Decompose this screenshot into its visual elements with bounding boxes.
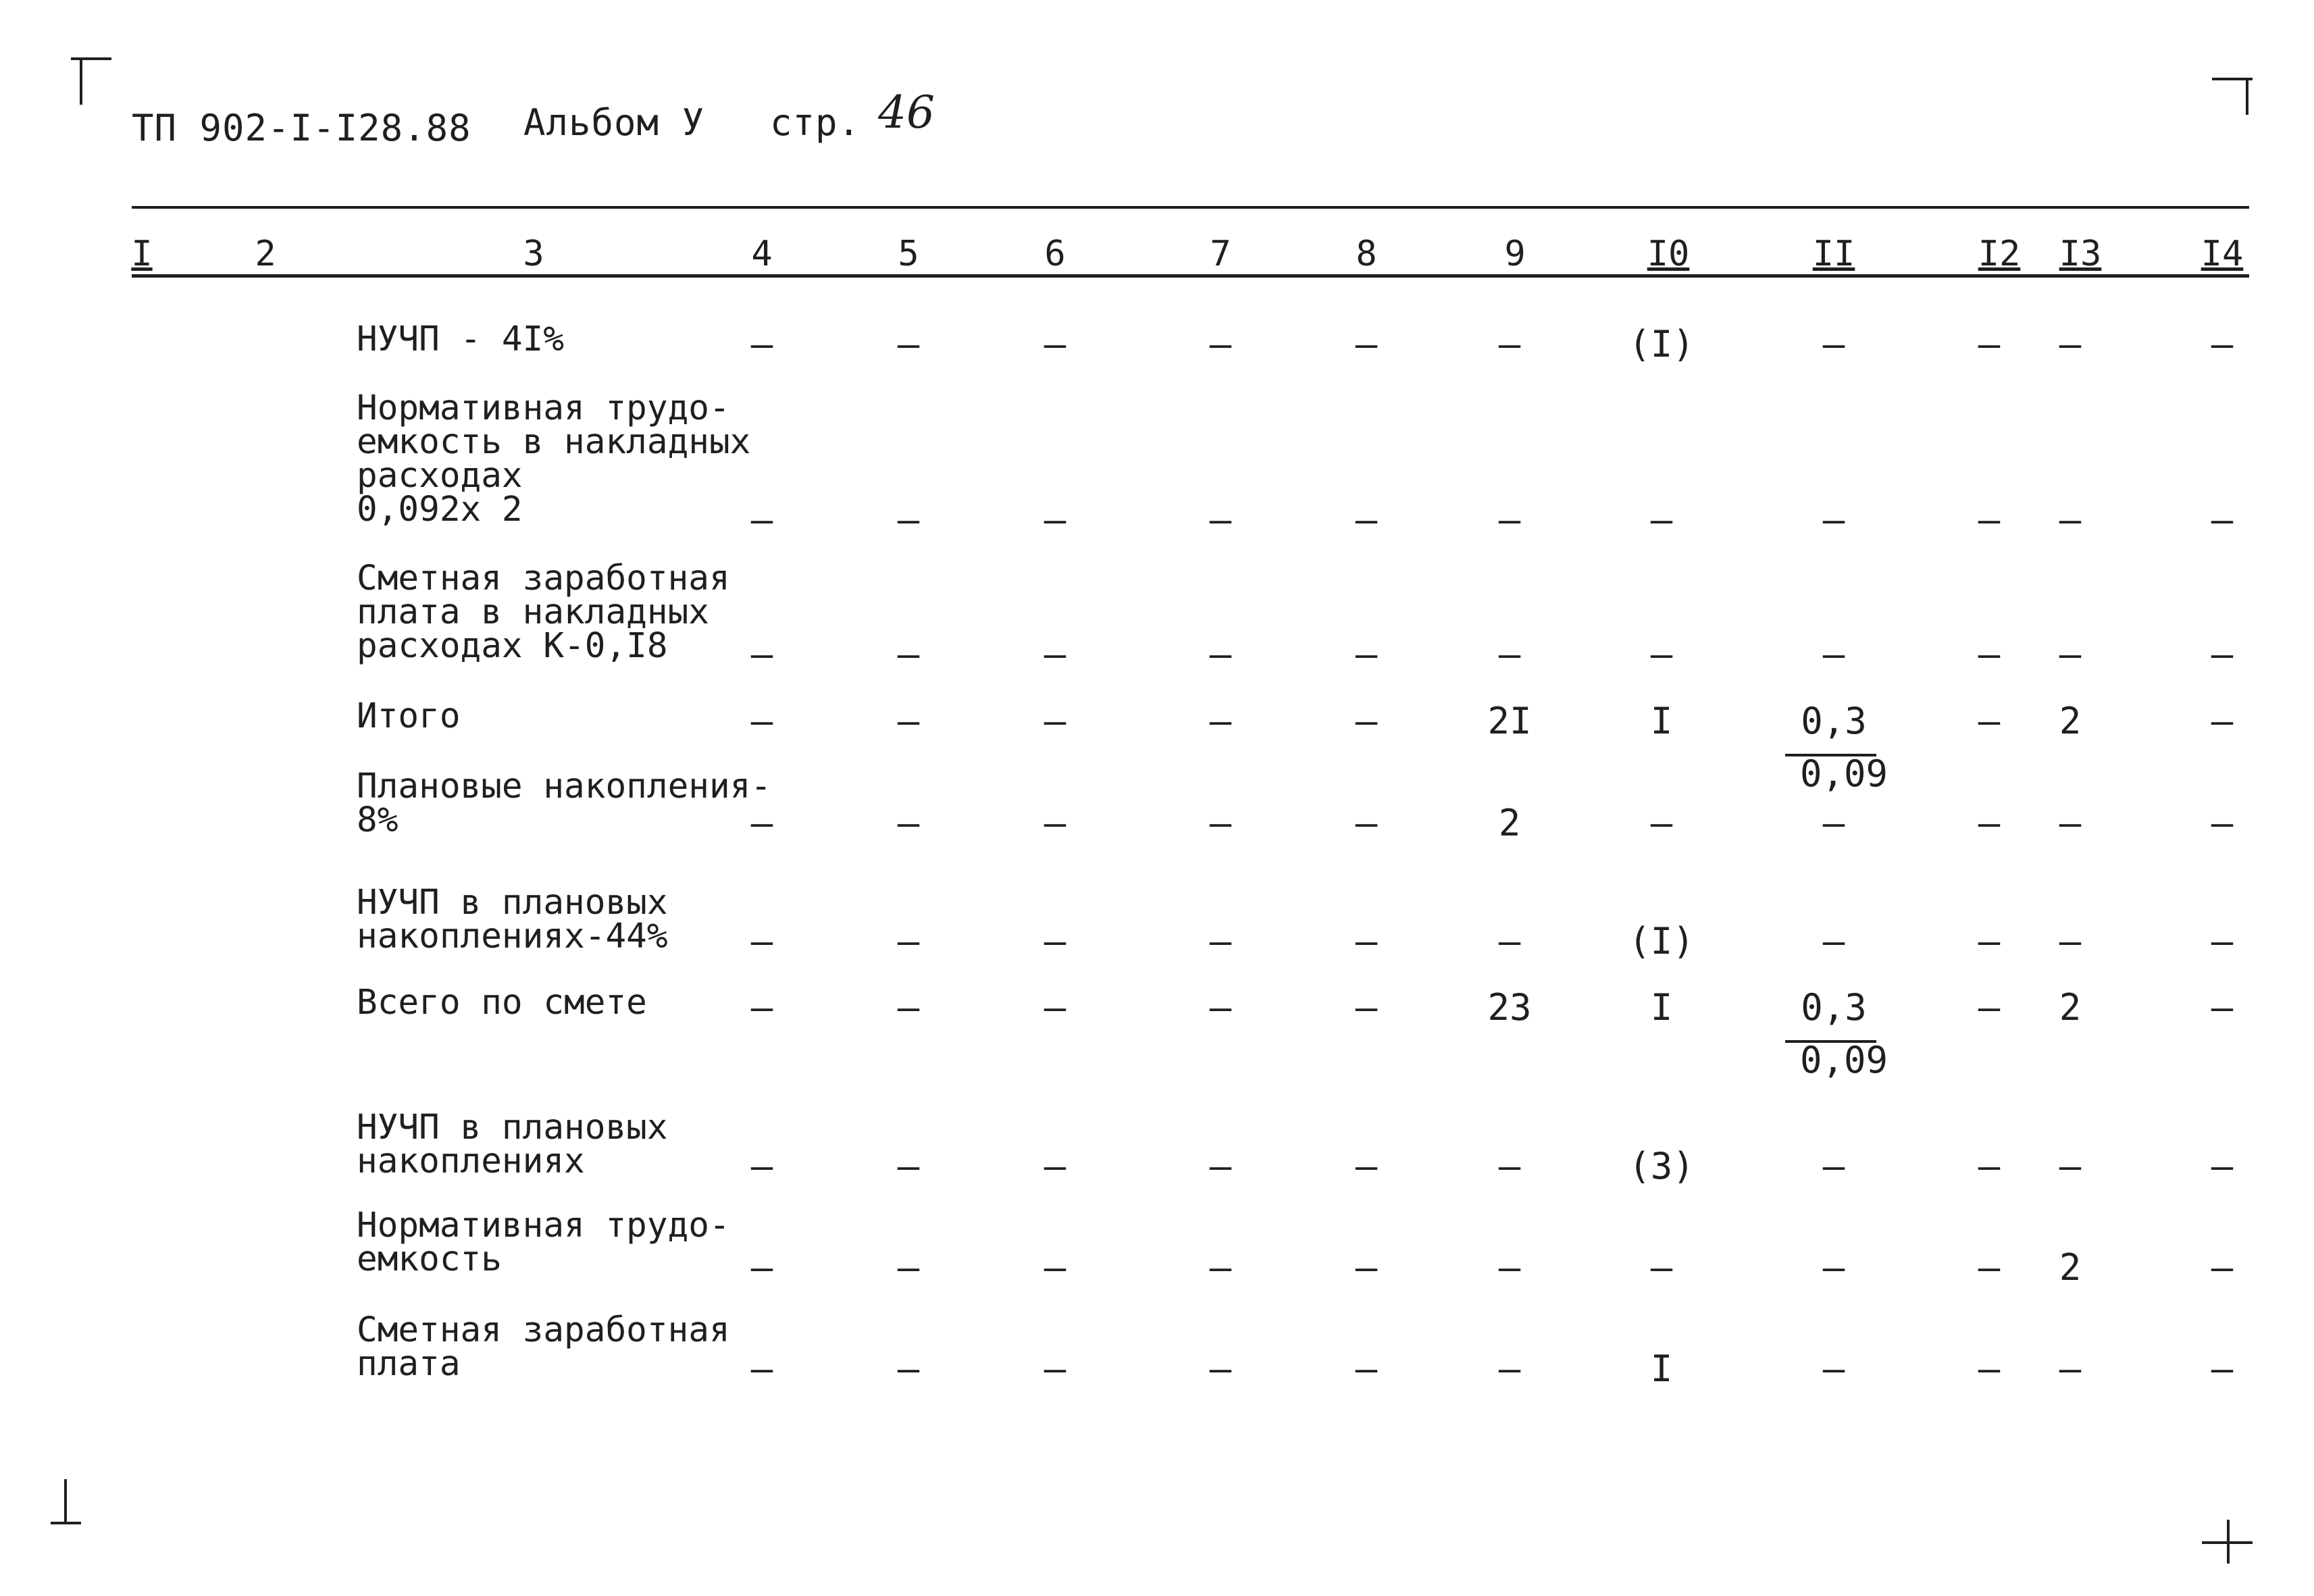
table-cell: – — [1650, 498, 1673, 541]
table-cell: – — [2059, 498, 2082, 541]
table-cell: – — [1978, 633, 2001, 675]
table-cell: – — [1822, 1145, 1845, 1187]
document-code: ТП 902-I-I28.88 — [132, 107, 471, 149]
table-cell: – — [1044, 802, 1066, 844]
table-cell: 2 — [2059, 700, 2082, 742]
table-cell: – — [750, 498, 773, 541]
table-cell: – — [1498, 1145, 1521, 1187]
header-bottom-rule — [132, 274, 2249, 278]
table-cell: – — [1209, 633, 1232, 675]
table-cell: 2 — [2059, 1246, 2082, 1289]
table-cell: I — [1650, 700, 1673, 742]
table-cell: – — [897, 323, 920, 365]
table-cell: – — [1355, 802, 1378, 844]
table-cell: – — [1355, 1246, 1378, 1289]
table-cell: – — [1822, 633, 1845, 675]
corner-mark-top-left-v — [80, 57, 82, 105]
table-cell: – — [2059, 323, 2082, 365]
corner-mark-bottom-left-h — [51, 1522, 81, 1524]
fraction-denominator: 0,09 — [1799, 1039, 1888, 1081]
table-cell: 2I — [1487, 700, 1532, 742]
table-cell: – — [750, 986, 773, 1029]
row-label: Плановые накопления- 8% — [357, 767, 772, 840]
table-cell: – — [2211, 1145, 2234, 1187]
table-cell: – — [1355, 1347, 1378, 1390]
table-cell: – — [2211, 700, 2234, 742]
table-cell: – — [1978, 1246, 2001, 1289]
table-cell: – — [2211, 920, 2234, 962]
table-cell: – — [897, 498, 920, 541]
corner-mark-bottom-right-v — [2227, 1520, 2230, 1564]
column-number: 9 — [1504, 234, 1526, 274]
table-cell: – — [1355, 1145, 1378, 1187]
row-label: Нормативная трудо- емкость — [357, 1206, 730, 1279]
table-cell: – — [2059, 920, 2082, 962]
column-number: I0 — [1647, 234, 1690, 274]
table-cell: – — [1498, 498, 1521, 541]
table-cell: – — [2059, 1347, 2082, 1390]
table-cell: – — [1209, 802, 1232, 844]
column-number: I2 — [1978, 234, 2021, 274]
table-cell: – — [1044, 920, 1066, 962]
column-number: 2 — [255, 234, 276, 274]
table-cell: I — [1650, 986, 1673, 1029]
row-label: Сметная заработная плата в накладных расходах К-0,I8 — [357, 559, 730, 666]
table-cell: – — [1355, 498, 1378, 541]
table-cell: – — [1650, 1246, 1673, 1289]
table-cell: – — [1355, 700, 1378, 742]
table-cell: – — [2211, 986, 2234, 1029]
row-label: НУЧП в плановых накоплениях-44% — [357, 883, 668, 956]
table-cell: – — [1822, 323, 1845, 365]
table-cell: (I) — [1628, 920, 1695, 962]
page-label: стр. — [770, 101, 861, 144]
row-label: Итого — [357, 696, 461, 736]
table-cell: – — [1978, 802, 2001, 844]
table-cell: – — [1822, 802, 1845, 844]
table-cell: – — [1355, 986, 1378, 1029]
table-cell: – — [1822, 920, 1845, 962]
table-cell: – — [897, 920, 920, 962]
table-cell: I — [1650, 1347, 1673, 1390]
table-cell: – — [1978, 1145, 2001, 1187]
table-cell: – — [1044, 1145, 1066, 1187]
row-label: НУЧП в плановых накоплениях — [357, 1108, 668, 1181]
row-label: Всего по смете — [357, 983, 647, 1023]
album-label: Альбом У — [523, 101, 705, 144]
table-cell: – — [750, 700, 773, 742]
fraction-denominator: 0,09 — [1799, 752, 1888, 795]
table-cell: – — [1355, 323, 1378, 365]
row-label: Сметная заработная плата — [357, 1310, 730, 1384]
table-cell: – — [750, 802, 773, 844]
table-cell: – — [1498, 1347, 1521, 1390]
table-cell: – — [2211, 1246, 2234, 1289]
table-cell: – — [1498, 323, 1521, 365]
table-cell: – — [2211, 498, 2234, 541]
table-cell: – — [1822, 1246, 1845, 1289]
table-cell: – — [1978, 986, 2001, 1029]
table-cell: – — [1650, 633, 1673, 675]
column-number: 7 — [1210, 234, 1231, 274]
table-cell: – — [897, 633, 920, 675]
table-cell: – — [897, 986, 920, 1029]
table-cell: – — [1978, 323, 2001, 365]
table-cell: 23 — [1487, 986, 1532, 1029]
table-cell: – — [1822, 1347, 1845, 1390]
row-label: НУЧП - 4I% — [357, 319, 565, 359]
table-cell: – — [1209, 700, 1232, 742]
table-cell: – — [897, 802, 920, 844]
table-cell: – — [1209, 323, 1232, 365]
corner-mark-top-right-v — [2246, 78, 2248, 115]
table-cell: – — [1978, 700, 2001, 742]
table-cell: – — [897, 1347, 920, 1390]
column-number: 5 — [898, 234, 919, 274]
table-cell: – — [2211, 323, 2234, 365]
table-cell: – — [1650, 802, 1673, 844]
table-cell: – — [1044, 1246, 1066, 1289]
table-cell: – — [1822, 498, 1845, 541]
table-cell: – — [1209, 920, 1232, 962]
table-cell: 0,3 — [1801, 700, 1867, 742]
row-label: Нормативная трудо- емкость в накладных расходах 0,092х 2 — [357, 388, 751, 530]
table-cell: – — [1978, 920, 2001, 962]
table-cell: – — [1355, 920, 1378, 962]
table-cell: – — [2211, 1347, 2234, 1390]
corner-mark-bottom-left-v — [64, 1479, 67, 1523]
table-cell: – — [1978, 498, 2001, 541]
table-cell: – — [1044, 986, 1066, 1029]
column-number: II — [1812, 234, 1855, 274]
table-cell: – — [897, 1246, 920, 1289]
column-number: 4 — [751, 234, 773, 274]
table-top-rule — [132, 206, 2249, 209]
table-cell: 2 — [1498, 802, 1521, 844]
corner-mark-top-left-h — [71, 57, 111, 60]
table-cell: – — [750, 1246, 773, 1289]
table-cell: – — [2211, 633, 2234, 675]
table-cell: 0,3 — [1801, 986, 1867, 1029]
table-cell: – — [1044, 498, 1066, 541]
table-cell: – — [750, 633, 773, 675]
table-cell: – — [750, 1347, 773, 1390]
table-cell: – — [1209, 986, 1232, 1029]
table-cell: – — [2059, 802, 2082, 844]
table-cell: – — [1044, 1347, 1066, 1390]
table-cell: – — [1209, 1246, 1232, 1289]
table-cell: – — [750, 1145, 773, 1187]
column-number: I3 — [2059, 234, 2102, 274]
table-cell: – — [1044, 700, 1066, 742]
table-cell: – — [2211, 802, 2234, 844]
table-cell: – — [750, 323, 773, 365]
table-cell: – — [2059, 633, 2082, 675]
table-cell: – — [1978, 1347, 2001, 1390]
table-cell: – — [1209, 1145, 1232, 1187]
page-number: 46 — [878, 86, 935, 138]
column-number: 8 — [1356, 234, 1377, 274]
table-cell: – — [897, 1145, 920, 1187]
column-number: 3 — [523, 234, 544, 274]
table-cell: – — [750, 920, 773, 962]
table-cell: – — [1209, 1347, 1232, 1390]
table-cell: – — [1209, 498, 1232, 541]
table-cell: (3) — [1628, 1145, 1695, 1187]
table-cell: – — [1355, 633, 1378, 675]
table-cell: – — [1044, 323, 1066, 365]
table-cell: – — [897, 700, 920, 742]
table-cell: – — [1498, 1246, 1521, 1289]
table-cell: 2 — [2059, 986, 2082, 1029]
table-cell: – — [1498, 633, 1521, 675]
table-cell: – — [1044, 633, 1066, 675]
column-number: I — [131, 234, 153, 274]
table-cell: – — [2059, 1145, 2082, 1187]
column-number: I4 — [2201, 234, 2244, 274]
column-number: 6 — [1044, 234, 1066, 274]
table-cell: (I) — [1628, 323, 1695, 365]
table-cell: – — [1498, 920, 1521, 962]
